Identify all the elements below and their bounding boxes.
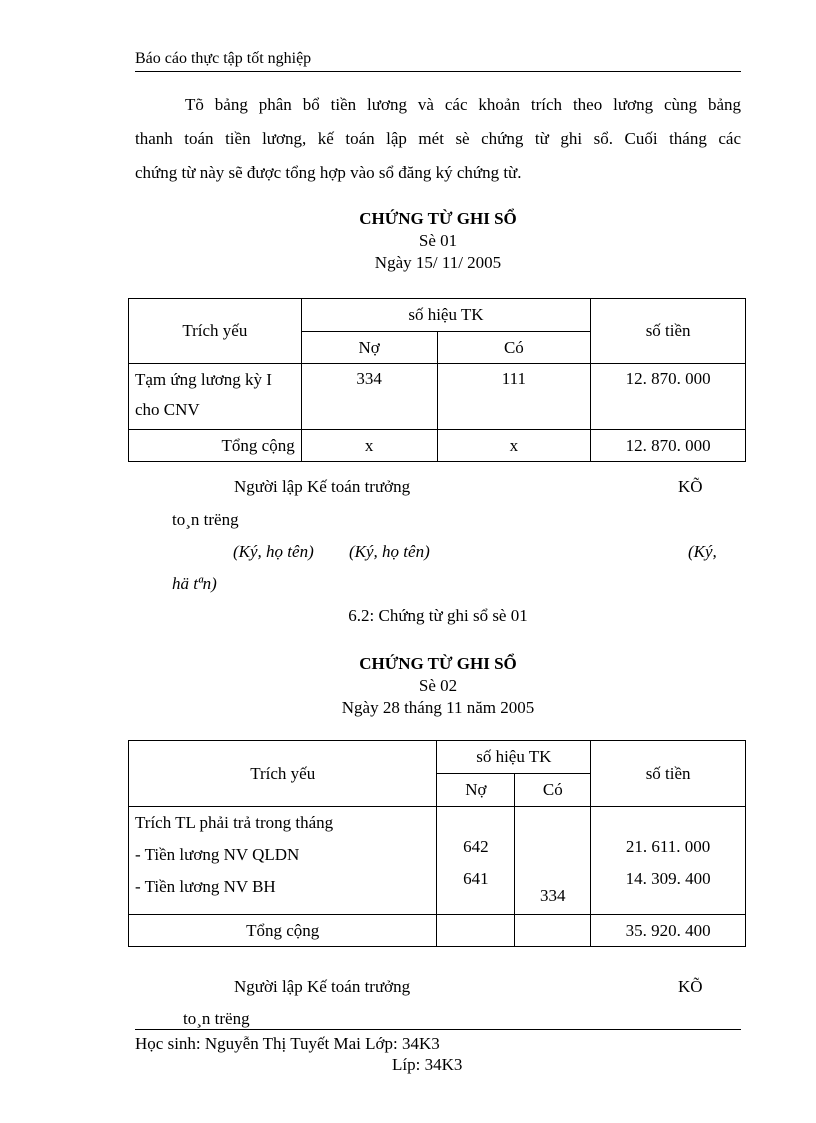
signature-note-b: (Ký, họ tên) [349, 542, 430, 561]
table-row [129, 364, 746, 430]
signature-line1-right: KÕ [678, 477, 703, 496]
signature2-line2: to¸n trëng [183, 1009, 250, 1028]
total-credit: x [437, 430, 591, 462]
col-credit-header: Có [515, 774, 591, 807]
table-row [129, 807, 746, 915]
col-account-header: số hiệu TK [301, 299, 591, 332]
footer-class: Líp: 34K3 [392, 1055, 463, 1074]
voucher1-caption: 6.2: Chứng từ ghi sổ sè 01 [348, 606, 528, 625]
row-debit-value: 641 [463, 869, 489, 888]
row-description [129, 364, 302, 430]
voucher2-date: Ngày 28 tháng 11 năm 2005 [341, 698, 535, 717]
voucher2-title: CHỨNG TỪ GHI SỔ [359, 654, 517, 673]
signature-line1-left: Người lập Kế toán trưởng [234, 477, 411, 496]
row-amount-value: 14. 309. 400 [625, 869, 711, 888]
col-debit-header: Nợ [437, 774, 515, 807]
row-amount [591, 807, 746, 915]
col-summary-header: Trích yếu [129, 741, 437, 807]
row-debit-value: 642 [463, 837, 489, 856]
total-debit: x [301, 430, 437, 462]
row-description-line: cho CNV [135, 400, 200, 419]
header-divider [135, 71, 741, 72]
intro-line-text: Tõ bảng phân bổ tiền lương và các khoản trích theo lương cùng bảng [185, 95, 741, 114]
row-credit: 334 [515, 807, 591, 915]
footer-divider [135, 1029, 741, 1030]
row-amount: 12. 870. 000 [591, 364, 746, 430]
intro-paragraph [135, 88, 741, 190]
voucher1-table [128, 298, 746, 462]
col-amount-header: số tiền [591, 741, 746, 807]
voucher1-number: Sè 01 [418, 231, 458, 250]
col-debit-header: Nợ [301, 332, 437, 364]
row-description-line: Tạm ứng lương kỳ I [135, 370, 272, 389]
voucher2-table [128, 740, 746, 947]
intro-line [135, 88, 741, 122]
voucher1-title: CHỨNG TỪ GHI SỔ [359, 209, 517, 228]
table-header-row [129, 299, 746, 332]
signature2-line1-left: Người lập Kế toán trưởng [234, 977, 411, 996]
row-credit: 111 [437, 364, 591, 430]
row-description-line: Trích TL phải trả trong tháng [135, 813, 334, 832]
total-debit [437, 915, 515, 947]
intro-line: thanh toán tiền lương, kế toán lập mét sè chứng từ ghi sổ. Cuối tháng các [135, 129, 741, 148]
col-summary-header: Trích yếu [129, 299, 302, 364]
table-total-row [129, 430, 746, 462]
signature-note-c: (Ký, [688, 542, 717, 561]
col-account-header: số hiệu TK [437, 741, 591, 774]
table-total-row [129, 915, 746, 947]
voucher2-number: Sè 02 [418, 676, 458, 695]
row-debit: 334 [301, 364, 437, 430]
signature-note-d: hä tªn) [172, 574, 217, 593]
intro-line: chứng từ này sẽ được tổng hợp vào sổ đăng ký chứng từ. [135, 163, 522, 182]
row-description-line: - Tiền lương NV QLDN [135, 845, 300, 864]
total-label: Tổng cộng [129, 430, 302, 462]
row-amount-value: 21. 611. 000 [625, 837, 711, 856]
signature-line2: to¸n trëng [172, 510, 239, 529]
signature-note-a: (Ký, họ tên) [233, 542, 314, 561]
total-amount: 12. 870. 000 [591, 430, 746, 462]
table-header-row [129, 741, 746, 774]
row-description-line: - Tiền lương NV BH [135, 877, 276, 896]
row-debit [437, 807, 515, 915]
footer-student: Học sinh: Nguyễn Thị Tuyết Mai Lớp: 34K3 [135, 1034, 440, 1053]
row-description [129, 807, 437, 915]
total-amount: 35. 920. 400 [591, 915, 746, 947]
col-credit-header: Có [437, 332, 591, 364]
voucher1-date: Ngày 15/ 11/ 2005 [374, 253, 502, 272]
signature2-line1-right: KÕ [678, 977, 703, 996]
total-credit [515, 915, 591, 947]
total-label: Tổng cộng [129, 915, 437, 947]
col-amount-header: số tiền [591, 299, 746, 364]
page-header-title: Báo cáo thực tập tốt nghiệp [135, 50, 312, 67]
